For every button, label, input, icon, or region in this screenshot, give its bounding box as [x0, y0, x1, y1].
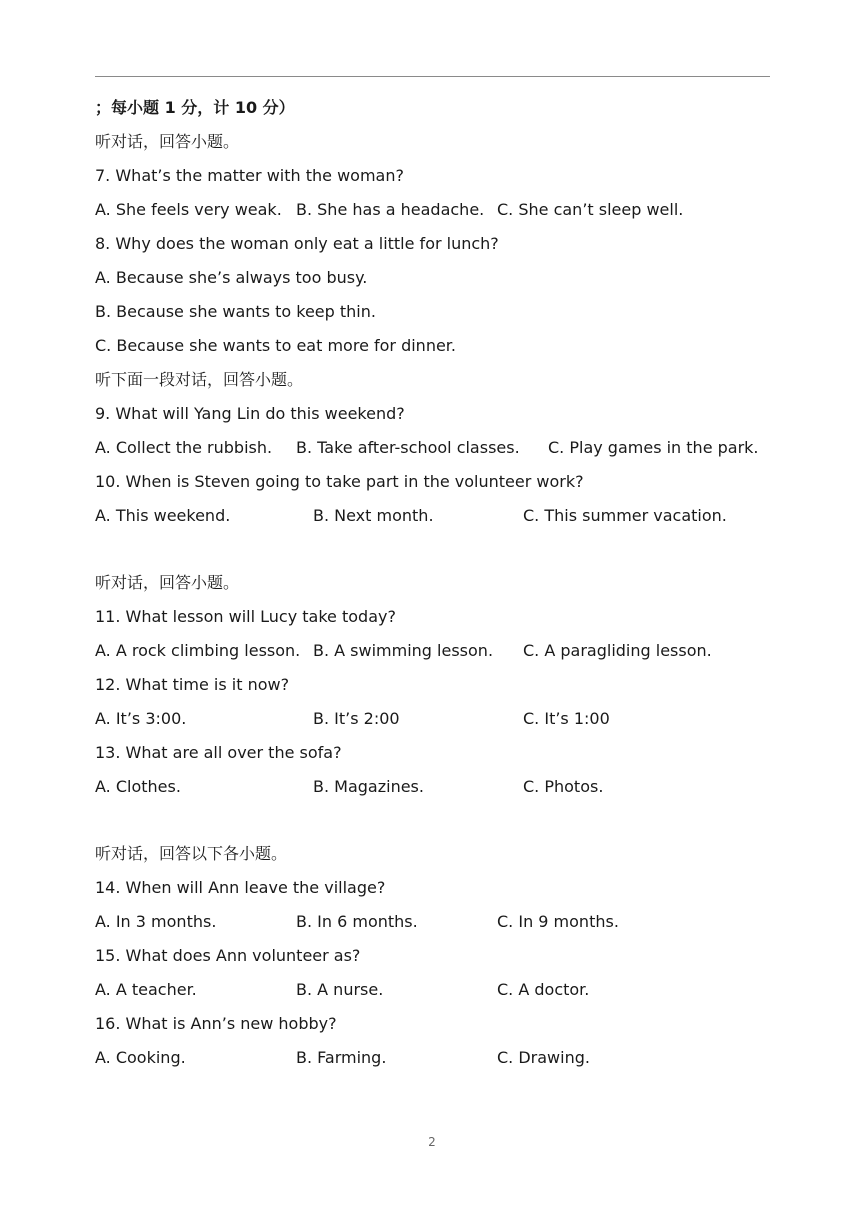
- option-c[interactable]: C. A doctor.: [497, 980, 590, 999]
- option-c[interactable]: C. It’s 1:00: [523, 709, 610, 728]
- option-c[interactable]: C. In 9 months.: [497, 912, 619, 931]
- option-row: [95, 773, 795, 807]
- option-b[interactable]: B. In 6 months.: [296, 912, 418, 931]
- section-instruction: 听对话，回答小题。: [95, 573, 240, 592]
- option-a[interactable]: A. This weekend.: [95, 506, 231, 525]
- option-c[interactable]: C. Photos.: [523, 777, 604, 796]
- option-b[interactable]: B. Next month.: [313, 506, 434, 525]
- option-a[interactable]: A. In 3 months.: [95, 912, 217, 931]
- option-c[interactable]: C. This summer vacation.: [523, 506, 727, 525]
- option-row: [95, 502, 795, 536]
- option-a[interactable]: A. A rock climbing lesson.: [95, 641, 301, 660]
- question-text: 15. What does Ann volunteer as?: [95, 946, 361, 965]
- blank-line: [95, 807, 795, 840]
- option-a[interactable]: A. Clothes.: [95, 777, 181, 796]
- question-text: 8. Why does the woman only eat a little for lunch?: [95, 234, 499, 253]
- option-row: [95, 434, 795, 468]
- section-instruction: 听对话，回答以下各小题。: [95, 844, 288, 863]
- option-b[interactable]: B. Magazines.: [313, 777, 424, 796]
- question-text: 7. What’s the matter with the woman?: [95, 166, 404, 185]
- question-text: 14. When will Ann leave the village?: [95, 878, 386, 897]
- question-text: 12. What time is it now?: [95, 675, 290, 694]
- option-a[interactable]: A. Because she’s always too busy.: [95, 268, 368, 287]
- option-c[interactable]: C. A paragliding lesson.: [523, 641, 712, 660]
- page-number: 2: [428, 1135, 436, 1149]
- exam-content: [95, 94, 795, 1078]
- blank-line: [95, 536, 795, 569]
- option-c[interactable]: C. Drawing.: [497, 1048, 590, 1067]
- option-b[interactable]: B. She has a headache.: [296, 200, 485, 219]
- option-row: [95, 1044, 795, 1078]
- option-row: [95, 196, 795, 230]
- option-row: [95, 637, 795, 671]
- option-c[interactable]: C. Because she wants to eat more for dinner.: [95, 336, 456, 355]
- question-text: 9. What will Yang Lin do this weekend?: [95, 404, 405, 423]
- option-b[interactable]: B. Because she wants to keep thin.: [95, 302, 376, 321]
- question-text: 13. What are all over the sofa?: [95, 743, 342, 762]
- option-row: [95, 976, 795, 1010]
- option-row: [95, 705, 795, 739]
- question-text: 11. What lesson will Lucy take today?: [95, 607, 396, 626]
- option-a[interactable]: A. A teacher.: [95, 980, 197, 999]
- option-b[interactable]: B. A nurse.: [296, 980, 384, 999]
- section-instruction: 听下面一段对话，回答小题。: [95, 370, 304, 389]
- option-c[interactable]: C. Play games in the park.: [548, 438, 759, 457]
- option-b[interactable]: B. A swimming lesson.: [313, 641, 494, 660]
- option-b[interactable]: B. Farming.: [296, 1048, 387, 1067]
- section-header-note: ；每小题 1 分，计 10 分）: [95, 98, 295, 117]
- section-instruction: 听对话，回答小题。: [95, 132, 240, 151]
- option-a[interactable]: A. Cooking.: [95, 1048, 186, 1067]
- option-c[interactable]: C. She can’t sleep well.: [497, 200, 684, 219]
- option-b[interactable]: B. Take after-school classes.: [296, 438, 520, 457]
- question-text: 16. What is Ann’s new hobby?: [95, 1014, 337, 1033]
- option-row: [95, 908, 795, 942]
- option-a[interactable]: A. It’s 3:00.: [95, 709, 187, 728]
- option-b[interactable]: B. It’s 2:00: [313, 709, 400, 728]
- option-a[interactable]: A. Collect the rubbish.: [95, 438, 273, 457]
- option-a[interactable]: A. She feels very weak.: [95, 200, 282, 219]
- question-text: 10. When is Steven going to take part in the volunteer work?: [95, 472, 584, 491]
- header-divider: [95, 76, 770, 77]
